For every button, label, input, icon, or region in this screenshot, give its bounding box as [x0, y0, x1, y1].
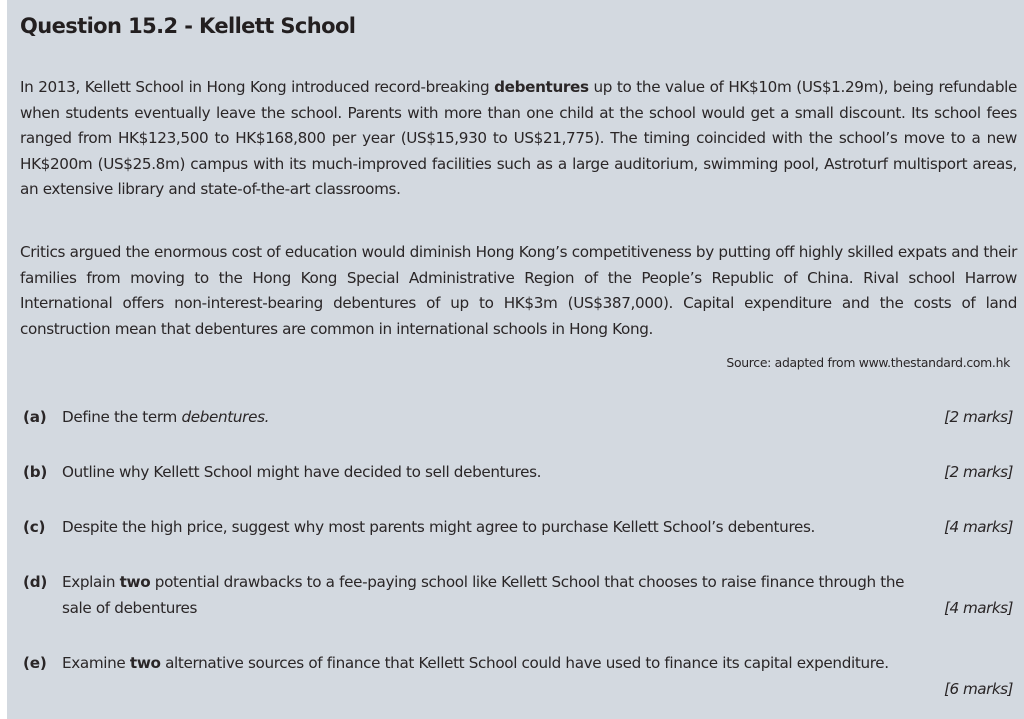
question-emphasis: two	[129, 654, 161, 672]
question-text	[62, 405, 962, 431]
question-text-part: Explain	[62, 573, 120, 591]
paragraph-1-text-start: In 2013, Kellett School in Hong Kong introduced record-breaking	[20, 78, 495, 96]
question-letter: (a)	[23, 408, 47, 426]
question-letter: (e)	[23, 654, 47, 672]
question-marks: [6 marks]	[944, 679, 1013, 698]
paragraph-1-text-end: up to the value of HK$10m (US$1.29m), being refundable when students eventually leave the school. Parents with more than one child at the school would get a small discount. Its school fees ranged from HK$123,500 to HK$168,800 per year (US$15,930 to US$21,775). The timing coincided with the school’s move to a new HK$200m (US$25.8m) campus with its much-improved facilities such as a large auditorium, swimming pool, Astroturf multisport areas, an extensive library and state-of-the-art classrooms.	[20, 78, 1017, 199]
question-item-d	[23, 570, 1013, 622]
question-emphasis: two	[119, 573, 151, 591]
key-term-debentures: debentures	[494, 78, 589, 96]
question-title: Question 15.2 - Kellett School	[20, 14, 356, 38]
question-marks: [2 marks]	[944, 463, 1013, 481]
question-text-part: Define the term	[62, 408, 182, 426]
question-text	[62, 651, 962, 677]
question-text: Outline why Kellett School might have decided to sell debentures.	[62, 463, 542, 481]
case-study-panel	[7, 0, 1024, 719]
question-text: Despite the high price, suggest why most parents might agree to purchase Kellett School’s debentures.	[62, 518, 816, 536]
case-paragraph-1	[20, 75, 1017, 203]
question-text-part: Examine	[62, 654, 130, 672]
question-letter: (b)	[23, 463, 48, 481]
source-citation: Source: adapted from www.thestandard.com.hk	[726, 355, 1010, 370]
question-text-part: alternative sources of finance that Kellett School could have used to finance its capital expenditure.	[160, 654, 889, 672]
question-marks: [4 marks]	[944, 598, 1013, 617]
question-term-italic: debentures.	[181, 408, 270, 426]
question-letter: (c)	[23, 518, 46, 536]
question-marks: [2 marks]	[944, 408, 1013, 426]
case-paragraph-2: Critics argued the enormous cost of education would diminish Hong Kong’s competitiveness by putting off highly skilled expats and their families from moving to the Hong Kong Special Administrative Region of the People’s Republic of China. Rival school Harrow International offers non-interest-bearing debentures of up to HK$3m (US$387,000). Capital expenditure and the costs of land construction mean that debentures are common in international schools in Hong Kong.	[20, 243, 1017, 338]
question-text	[62, 570, 962, 621]
question-marks: [4 marks]	[944, 518, 1013, 536]
question-text-part: sale of debentures	[62, 598, 198, 617]
question-item-e	[23, 651, 1013, 703]
question-letter: (d)	[23, 573, 48, 591]
question-text-part: potential drawbacks to a fee-paying school like Kellett School that chooses to raise finance through the	[150, 573, 905, 591]
